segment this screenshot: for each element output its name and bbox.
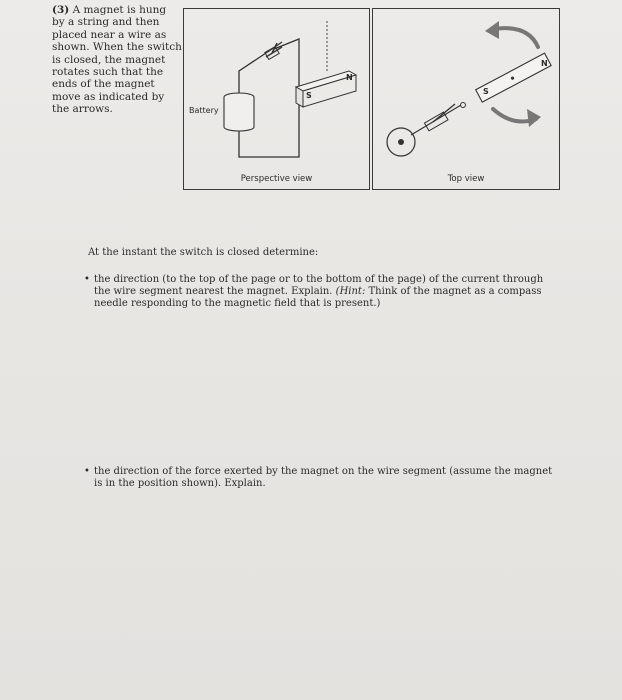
top-magnet-s-label: S — [483, 87, 489, 96]
perspective-view-label: Perspective view — [240, 174, 313, 184]
problem-number: (3) — [52, 4, 70, 16]
battery-label: Battery — [189, 106, 219, 115]
bullet-dot: • — [84, 466, 90, 477]
top-view-diagram — [373, 9, 559, 189]
magnet-n-label: N — [346, 73, 353, 82]
bullet-one-hint-text: Think of the magnet as a compass needle responding to the magnetic field that is present.) — [94, 286, 542, 309]
top-view-figure — [372, 8, 560, 190]
problem-text: A magnet is hung by a string and then placed near a wire as shown. When the switch is closed, the magnet rotates such that the ends of the magnet move as indicated by the arrows. — [52, 4, 182, 116]
problem-statement — [52, 4, 182, 116]
bullet-one-main: the direction (to the top of the page or to the bottom of the page) of the current through the wire segment nearest the magnet. Explain. — [94, 274, 544, 297]
bullet-two-text: the direction of the force exerted by the magnet on the wire segment (assume the magnet is in the position shown). Explain. — [94, 466, 553, 489]
bullet-text — [94, 274, 554, 310]
question-bullet-force — [84, 466, 554, 490]
perspective-diagram — [184, 9, 369, 189]
perspective-view-figure — [183, 8, 370, 190]
question-bullet-current — [84, 274, 554, 310]
bullet-one-hint-label: (Hint: — [335, 286, 366, 297]
instruction-text: At the instant the switch is closed determine: — [88, 247, 319, 258]
top-magnet-n-label: N — [541, 59, 548, 68]
magnet-s-label: S — [306, 91, 312, 100]
top-view-label: Top view — [447, 174, 485, 184]
bullet-dot: • — [84, 274, 90, 285]
